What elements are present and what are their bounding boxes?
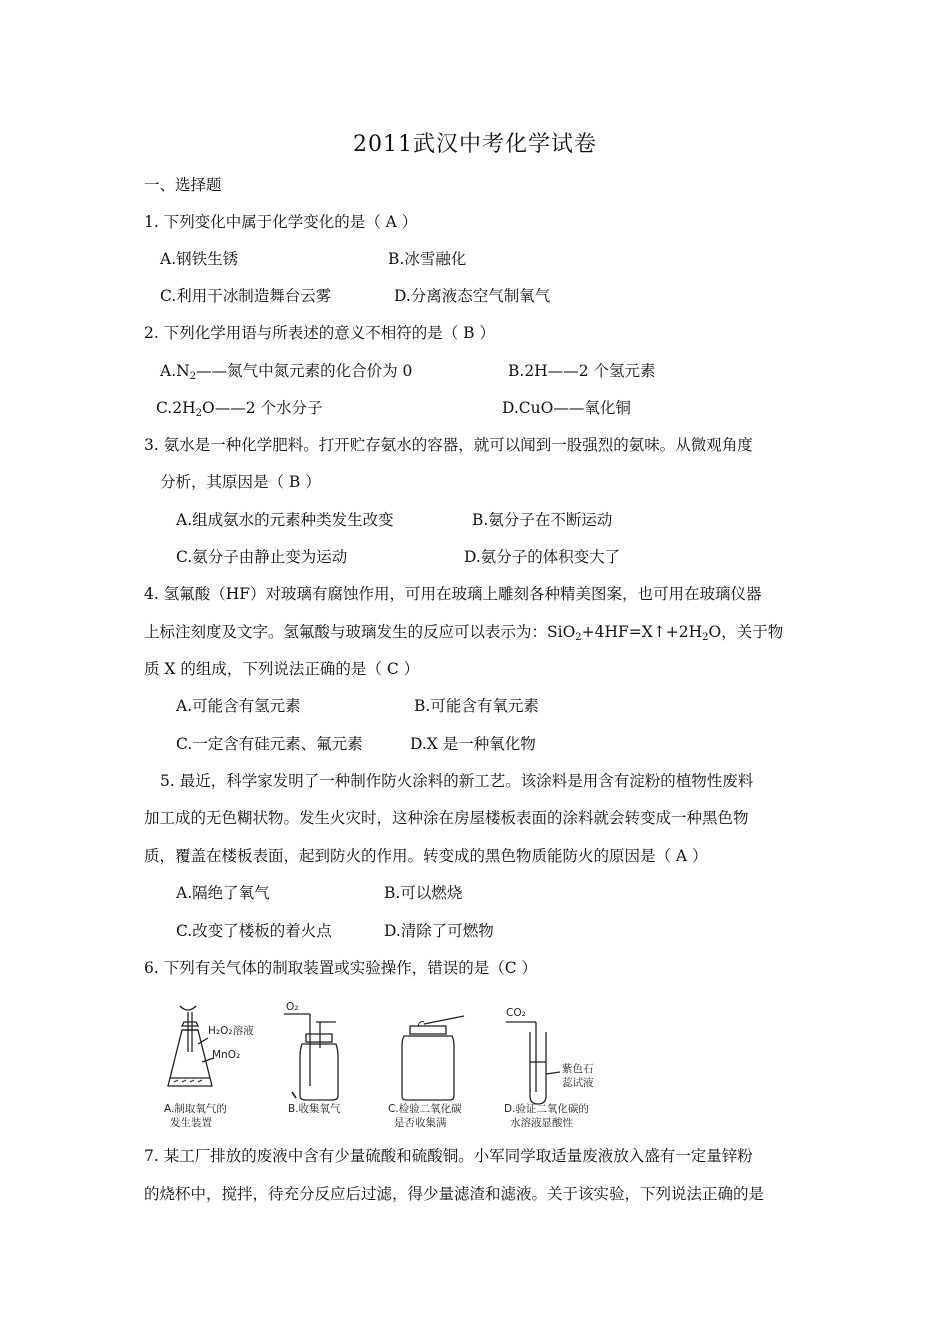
label-o2: O₂: [286, 1001, 299, 1013]
caption-a-line-2: 发生装置: [170, 1117, 212, 1129]
wide-bottle-apparatus-c: [402, 1016, 464, 1100]
question-3-stem-line-2: 分析，其原因是（ B ）: [160, 473, 321, 491]
question-1-option-b: B.冰雪融化: [388, 250, 467, 268]
label-h2o2: H₂O₂溶液: [208, 1025, 254, 1037]
apparatus-figure: [160, 1000, 620, 1130]
question-5-option-c: C.改变了楼板的着火点: [176, 922, 332, 940]
question-4-stem-line-1: 4. 氢氟酸（HF）对玻璃有腐蚀作用，可用在玻璃上雕刻各种精美图案，也可用在玻璃仪器: [144, 585, 762, 603]
question-4-stem-line-2: 上标注刻度及文字。氢氟酸与玻璃发生的反应可以表示为：$SiO_2+4HF=X↑+2H_2O$，关于物: [144, 623, 784, 643]
question-5-stem-line-1: 5. 最近，科学家发明了一种制作防火涂料的新工艺。该涂料是用含有淀粉的植物性废料: [160, 772, 754, 790]
question-3-option-a: A.组成氨水的元素种类发生改变: [176, 511, 394, 529]
question-5-stem-line-2: 加工成的无色糊状物。发生火灾时，这种涂在房屋楼板表面的涂料就会转变成一种黑色物: [144, 809, 749, 827]
question-3-stem-line-1: 3. 氨水是一种化学肥料。打开贮存氨水的容器，就可以闻到一股强烈的氨味。从微观角度: [144, 436, 753, 454]
question-4-option-a: A.可能含有氢元素: [176, 697, 301, 715]
question-1-stem: 1. 下列变化中属于化学变化的是（ A ）: [144, 213, 418, 231]
question-2-option-c: $C.2H_2O——2$ 个水分子: [156, 399, 323, 419]
flask-apparatus-a: [168, 1006, 214, 1086]
question-2-stem: 2. 下列化学用语与所表述的意义不相符的是（ B ）: [144, 324, 495, 342]
question-1-option-a: A.钢铁生锈: [160, 250, 239, 268]
test-tube-apparatus-d: [506, 1022, 560, 1104]
question-4-option-d: D.X 是一种氧化物: [410, 735, 536, 753]
question-4-stem-line-3: 质 X 的组成，下列说法正确的是（ C ）: [144, 660, 420, 678]
caption-c-line-2: 是否收集满: [394, 1117, 447, 1129]
gas-bottle-apparatus-b: [284, 1014, 338, 1100]
question-6-stem: 6. 下列有关气体的制取装置或实验操作，错误的是（C ）: [144, 959, 538, 977]
question-2-option-b: B.2H——2 个氢元素: [508, 362, 656, 380]
section-heading: 一、选择题: [144, 176, 222, 194]
question-3-option-d: D.氨分子的体积变大了: [464, 548, 621, 566]
caption-a-line-1: A.制取氧气的: [164, 1103, 227, 1115]
question-1-option-c: C.利用干冰制造舞台云雾: [160, 287, 332, 305]
question-3-option-b: B.氨分子在不断运动: [472, 511, 613, 529]
question-4-option-c: C.一定含有硅元素、氟元素: [176, 735, 363, 753]
caption-b: B.收集氧气: [288, 1103, 341, 1115]
label-litmus-2: 蕊试液: [562, 1077, 594, 1089]
question-7-stem-line-2: 的烧杯中，搅拌，待充分反应后过滤，得少量滤渣和滤液。关于该实验，下列说法正确的是: [144, 1185, 765, 1203]
label-litmus-1: 紫色石: [562, 1063, 594, 1075]
question-1-option-d: D.分离液态空气制氧气: [394, 287, 551, 305]
caption-d-line-1: D.验证二氧化碳的: [504, 1103, 589, 1115]
label-mno2: MnO₂: [212, 1049, 241, 1061]
apparatus-diagram: [160, 1000, 620, 1130]
label-co2: CO₂: [506, 1007, 526, 1019]
caption-c-line-1: C.检验二氧化碳: [388, 1103, 462, 1115]
question-5-option-b: B.可以燃烧: [384, 884, 463, 902]
question-5-option-a: A.隔绝了氧气: [176, 884, 270, 902]
page-title: 2011武汉中考化学试卷: [353, 132, 597, 157]
question-2-option-d: D.CuO——氧化铜: [502, 399, 631, 417]
question-5-option-d: D.清除了可燃物: [384, 922, 494, 940]
caption-d-line-2: 水溶液显酸性: [510, 1117, 573, 1129]
question-7-stem-line-1: 7. 某工厂排放的废液中含有少量硫酸和硫酸铜。小军同学取适量废液放入盛有一定量锌粉: [144, 1147, 753, 1165]
question-4-option-b: B.可能含有氧元素: [414, 697, 539, 715]
question-2-option-a: $A.N_2——$氮气中氮元素的化合价为 0: [160, 362, 413, 382]
question-5-stem-line-3: 质，覆盖在楼板表面，起到防火的作用。转变成的黑色物质能防火的原因是（ A ）: [144, 847, 708, 865]
question-3-option-c: C.氨分子由静止变为运动: [176, 548, 348, 566]
